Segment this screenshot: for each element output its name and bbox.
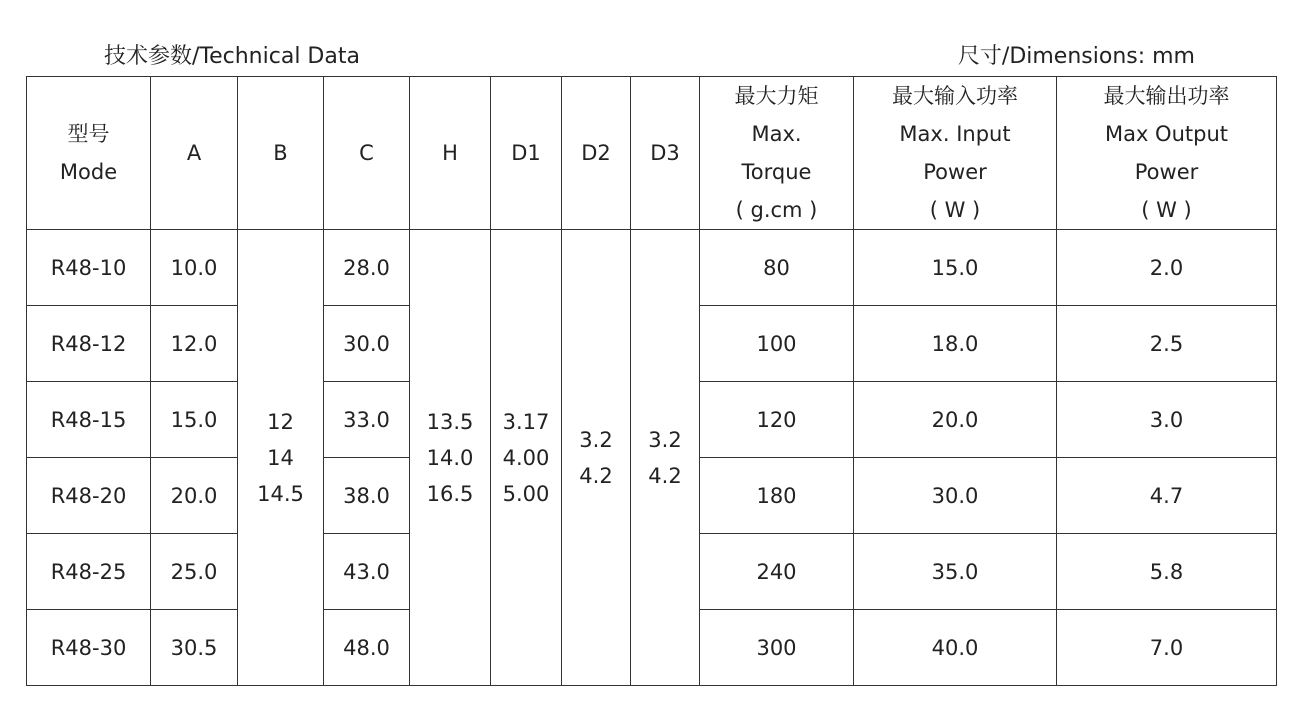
a-cell: 15.0 <box>151 382 238 458</box>
input-power-cell: 15.0 <box>854 230 1057 306</box>
model-cell: R48-15 <box>27 382 151 458</box>
header-output-en1: Max Output <box>1104 122 1229 146</box>
h-shared-cell <box>410 230 491 686</box>
header-c: C <box>324 77 410 230</box>
c-cell: 48.0 <box>324 610 410 686</box>
d1-value: 5.00 <box>502 481 550 506</box>
torque-cell: 240 <box>700 534 854 610</box>
model-cell: R48-12 <box>27 306 151 382</box>
header-torque-en1: Max. <box>751 122 802 146</box>
b-value: 14 <box>267 445 294 470</box>
table-row <box>27 230 1277 306</box>
technical-data-caption: 技术参数/Technical Data <box>104 44 360 69</box>
header-max-output-power <box>1057 77 1277 230</box>
header-output-en2: Power <box>1134 160 1199 184</box>
header-model <box>27 77 151 230</box>
header-d3: D3 <box>631 77 700 230</box>
d1-value: 4.00 <box>502 445 550 470</box>
header-d1: D1 <box>491 77 562 230</box>
d3-shared-cell <box>631 230 700 686</box>
header-max-torque <box>700 77 854 230</box>
h-value: 14.0 <box>426 445 474 470</box>
c-cell: 28.0 <box>324 230 410 306</box>
torque-cell: 100 <box>700 306 854 382</box>
b-value: 14.5 <box>257 481 304 506</box>
d1-shared-cell <box>491 230 562 686</box>
output-power-cell: 2.0 <box>1057 230 1277 306</box>
d2-value: 3.2 <box>579 427 613 452</box>
output-power-cell: 2.5 <box>1057 306 1277 382</box>
torque-cell: 80 <box>700 230 854 306</box>
model-cell: R48-30 <box>27 610 151 686</box>
c-cell: 43.0 <box>324 534 410 610</box>
header-model-en: Mode <box>59 160 118 184</box>
header-row <box>27 77 1277 230</box>
header-a: A <box>151 77 238 230</box>
b-shared-cell <box>238 230 324 686</box>
header-max-input-power <box>854 77 1057 230</box>
technical-data-table <box>26 76 1277 686</box>
d3-value: 3.2 <box>648 427 682 452</box>
torque-cell: 120 <box>700 382 854 458</box>
input-power-cell: 40.0 <box>854 610 1057 686</box>
model-cell: R48-20 <box>27 458 151 534</box>
dimensions-unit-caption: 尺寸/Dimensions: mm <box>957 44 1195 69</box>
output-power-cell: 7.0 <box>1057 610 1277 686</box>
model-cell: R48-10 <box>27 230 151 306</box>
d2-shared-cell <box>562 230 631 686</box>
input-power-cell: 30.0 <box>854 458 1057 534</box>
d1-value: 3.17 <box>502 409 550 434</box>
header-input-unit: ( W ) <box>929 198 981 222</box>
a-cell: 25.0 <box>151 534 238 610</box>
d2-value: 4.2 <box>579 463 613 488</box>
header-input-en2: Power <box>923 160 987 184</box>
header-output-unit: ( W ) <box>1141 198 1192 222</box>
c-cell: 33.0 <box>324 382 410 458</box>
header-h: H <box>410 77 491 230</box>
header-b: B <box>238 77 324 230</box>
input-power-cell: 35.0 <box>854 534 1057 610</box>
c-cell: 38.0 <box>324 458 410 534</box>
h-value: 16.5 <box>426 481 474 506</box>
h-value: 13.5 <box>426 409 474 434</box>
header-input-en1: Max. Input <box>899 122 1011 146</box>
a-cell: 10.0 <box>151 230 238 306</box>
input-power-cell: 20.0 <box>854 382 1057 458</box>
header-output-zh: 最大输出功率 <box>1103 84 1230 108</box>
torque-cell: 180 <box>700 458 854 534</box>
header-torque-en2: Torque <box>741 160 812 184</box>
a-cell: 12.0 <box>151 306 238 382</box>
header-model-zh: 型号 <box>67 122 110 146</box>
c-cell: 30.0 <box>324 306 410 382</box>
header-torque-unit: ( g.cm ) <box>735 198 818 222</box>
input-power-cell: 18.0 <box>854 306 1057 382</box>
b-value: 12 <box>267 409 294 434</box>
header-input-zh: 最大输入功率 <box>892 84 1018 108</box>
header-torque-zh: 最大力矩 <box>734 84 819 108</box>
a-cell: 30.5 <box>151 610 238 686</box>
model-cell: R48-25 <box>27 534 151 610</box>
a-cell: 20.0 <box>151 458 238 534</box>
torque-cell: 300 <box>700 610 854 686</box>
output-power-cell: 3.0 <box>1057 382 1277 458</box>
output-power-cell: 4.7 <box>1057 458 1277 534</box>
d3-value: 4.2 <box>648 463 682 488</box>
header-d2: D2 <box>562 77 631 230</box>
output-power-cell: 5.8 <box>1057 534 1277 610</box>
